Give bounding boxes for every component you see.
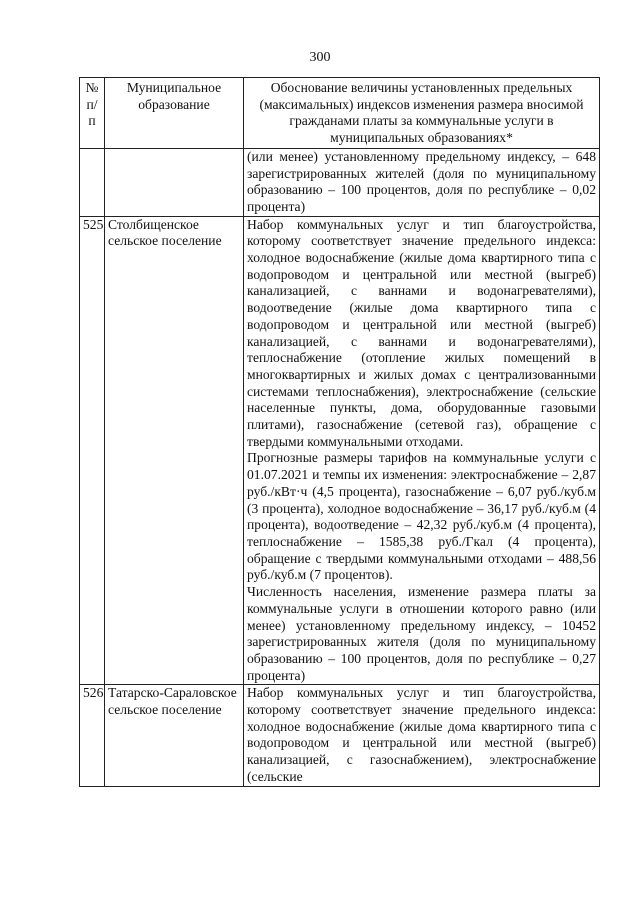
header-justification: Обоснование величины установленных предельных (максимальных) индексов изменения размера вносимой гражданами платы за коммунальные услуги в муниципальных образованиях* [244, 78, 600, 149]
row-number: 525 [80, 216, 105, 685]
row-municipality [105, 148, 244, 216]
table-row [80, 148, 600, 216]
table-row [80, 216, 600, 685]
row-municipality: Татарско-Сараловское сельское поселение [105, 685, 244, 786]
justification-paragraph: Набор коммунальных услуг и тип благоустройства, которому соответствует значение предельного индекса: холодное водоснабжение (жилые дома квартирного типа с водопроводом и центральной или местной (выгреб) канализацией, с газоснабжением), электроснабжение (сельские [247, 685, 596, 784]
row-number: 526 [80, 685, 105, 786]
header-municipality: Муниципальное образование [105, 78, 244, 149]
row-municipality: Столбищенское сельское поселение [105, 216, 244, 685]
justification-paragraph: Прогнозные размеры тарифов на коммунальные услуги с 01.07.2021 и темпы их изменения: электроснабжение – 2,87 руб./кВт·ч (4,5 процента), газоснабжение – 6,07 руб./куб.м (3 процента), холодное водоснабжение – 36,17 руб./куб.м (4 процента), водоотведение – 42,32 руб./куб.м (4 процента), теплоснабжение – 1585,38 руб./Гкал (4 процента), обращение с твердыми коммунальными отходами – 488,56 руб./куб.м (7 процентов). [247, 450, 596, 583]
row-justification [244, 216, 600, 685]
table-row [80, 685, 600, 786]
justification-paragraph: Численность населения, изменение размера платы за коммунальные услуги в отношении которого равно (или менее) установленному предельному индексу, – 10452 зарегистрированных жителя (доля по муниципальному образованию – 100 процентов, доля по республике – 0,27 процента) [247, 584, 596, 683]
row-number [80, 148, 105, 216]
tariff-table [79, 77, 600, 787]
row-justification [244, 685, 600, 786]
table-header-row [80, 78, 600, 149]
justification-paragraph: (или менее) установленному предельному индексу, – 648 зарегистрированных жителей (доля по муниципальному образованию – 100 процентов, доля по республике – 0,02 процента) [247, 148, 596, 214]
row-justification [244, 148, 600, 216]
justification-paragraph: Набор коммунальных услуг и тип благоустройства, которому соответствует значение предельного индекса: холодное водоснабжение (жилые дома квартирного типа с водопроводом и центральной или местной (выгреб) канализацией, с ваннами и водонагревателями), водоотведение (жилые дома квартирного типа с водопроводом и центральной или местной (выгреб) канализацией, с ваннами и водонагревателями), теплоснабжение (отопление жилых помещений в многоквартирных и жилых домах с централизованными системами теплоснабжения), электроснабжение (сельские населенные пункты, дома, оборудованные газовыми плитами), газоснабжение (сетевой газ), обращение с твердыми коммунальными отходами. [247, 216, 596, 449]
page-number: 300 [309, 50, 331, 65]
header-num: № п/п [80, 78, 105, 149]
